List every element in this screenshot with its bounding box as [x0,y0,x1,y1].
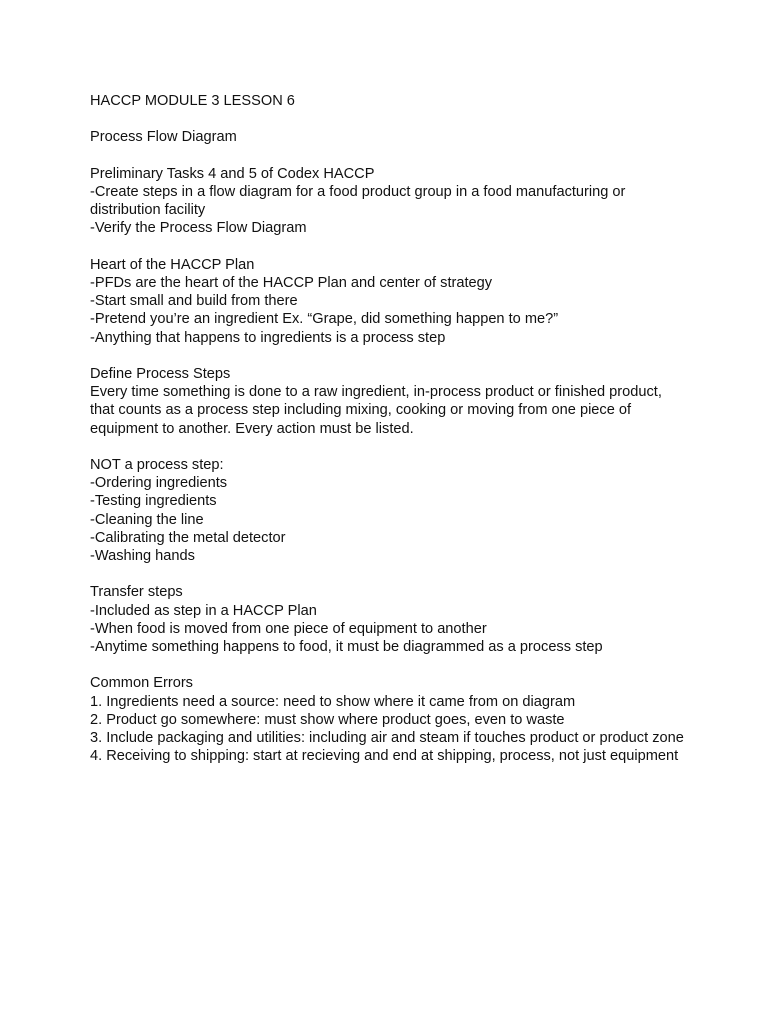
list-item: -Create steps in a flow diagram for a food product group in a food manufacturing or distribution facility [90,183,626,219]
section-heart [90,256,690,347]
section-heading: NOT a process step: [90,456,224,473]
section-heading: Heart of the HACCP Plan [90,256,255,273]
list-item: -Pretend you’re an ingredient Ex. “Grape, did something happen to me?” [90,311,559,328]
list-item: 3. Include packaging and utilities: including air and steam if touches product or product zone [90,730,684,746]
list-item: -Ordering ingredients [90,475,228,492]
section-not-step [90,456,690,565]
section-transfer [90,583,690,656]
section-define [90,365,690,438]
section-errors [90,674,690,765]
section-body: Every time something is done to a raw ingredient, in-process product or finished product, that counts as a process step including mixing, cooking or moving from one piece of equipment to another. Every action must be listed. [90,384,662,437]
section-heading: Preliminary Tasks 4 and 5 of Codex HACCP [90,165,375,182]
document-subtitle: Process Flow Diagram [90,129,237,146]
list-item: -Anything that happens to ingredients is a process step [90,329,446,346]
section-preliminary [90,165,690,238]
list-item: 1. Ingredients need a source: need to show where it came from on diagram [90,693,576,710]
list-item: 4. Receiving to shipping: start at recieving and end at shipping, process, not just equipment [90,748,679,765]
list-item: -Start small and build from there [90,293,298,310]
document-title: HACCP MODULE 3 LESSON 6 [90,93,295,109]
section-heading: Common Errors [90,675,193,692]
list-item: -Cleaning the line [90,511,204,528]
list-item: -Included as step in a HACCP Plan [90,602,317,619]
document-title-block [90,92,690,110]
list-item: -Washing hands [90,548,195,564]
list-item: 2. Product go somewhere: must show where product goes, even to waste [90,711,565,728]
list-item: -Testing ingredients [90,493,217,510]
list-item: -PFDs are the heart of the HACCP Plan and center of strategy [90,274,493,291]
document-subtitle-block [90,128,690,146]
document-page [90,92,690,784]
section-heading: Transfer steps [90,584,183,601]
list-item: -When food is moved from one piece of equipment to another [90,620,487,637]
section-heading: Define Process Steps [90,365,231,382]
list-item: -Calibrating the metal detector [90,529,286,546]
list-item: -Verify the Process Flow Diagram [90,220,307,237]
list-item: -Anytime something happens to food, it must be diagrammed as a process step [90,639,603,655]
